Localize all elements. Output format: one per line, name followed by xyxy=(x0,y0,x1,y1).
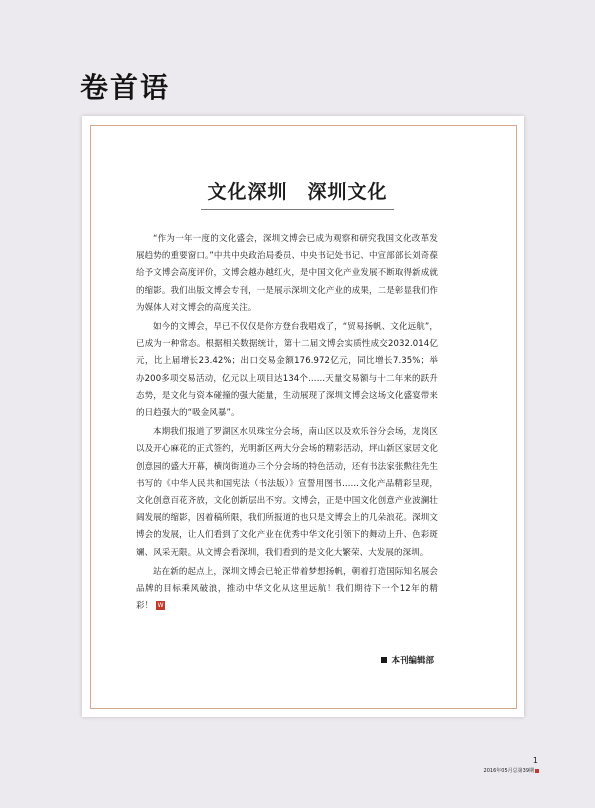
paragraph-1: “作为一年一度的文化盛会，深圳文博会已成为观察和研究我国文化改革发展趋势的重要窗口。”中共中央政治局委员、中央书记处书记、中宣部部长刘奇葆给予文博会高度评价，文博会越办越红火，是中国文化产业发展不断取得新成就的缩影。我们出版文博会专刊，一是展示深圳文化产业的成果，二是彰显我们作为媒体人对文博会的高度关注。 xyxy=(136,234,438,313)
paragraph-4 xyxy=(136,564,438,616)
issue-info-text: 2016年05月总第39期 xyxy=(483,768,534,774)
paragraph-4-text: 站在新的起点上，深圳文博会已轮正带着梦想扬帆，朝着打造国际知名展会品牌的目标乘风破浪，推动中华文化从这里远航！我们期待下一个12年的精彩！ xyxy=(136,566,438,612)
end-mark-icon: W xyxy=(157,602,164,610)
paragraph-2: 如今的文博会，早已不仅仅是你方登台我唱戏了，“贸易扬帆、文化远航”，已成为一种常态。根据相关数据统计，第十二届文博会实质性成交2032.014亿元，比上届增长23.42%；出口交易金额176.972亿元，同比增长7.35%；举办200多项交易活动，亿元以上项目达134个……天量交易额与十二年来的跃升态势，是文化与资本碰撞的强大能量，生动展现了深圳文博会这场文化盛宴带来的日趋强大的“吸金风暴”。 xyxy=(136,322,438,419)
issue-info xyxy=(484,767,539,774)
page-number: 1 xyxy=(532,756,538,765)
page-heading: 卷首语 xyxy=(80,71,171,104)
article-body xyxy=(136,231,438,617)
article-title-wrapper xyxy=(0,176,595,210)
issue-mark-icon xyxy=(535,769,539,773)
paragraph-3: 本期我们报道了罗湖区水贝珠宝分会场，南山区以及欢乐谷分会场，龙岗区以及开心麻花的正式签约，光明新区两大分会场的精彩活动，坪山新区家居文化创意园的盛大开幕，横岗街道办三个分会场的特色活动，还有书法家张勲往先生书写的《中华人民共和国宪法（书法版）》宣誓用图书……文化产品精彩呈现，文化创意百花齐放，文化创新层出不穷。文博会，正是中国文化创意产业波澜壮阔发展的缩影，因着稿所限，我们所报道的也只是文博会上的几朵浪花。深圳文博会的发展，让人们看到了文化产业在优秀中华文化引领下的舞动上升、色彩斑斓、风采无限。从文博会看深圳，我们看到的是文化大繁荣、大发展的深圳。 xyxy=(136,427,438,558)
signature-text: 本刊编辑部 xyxy=(391,656,434,666)
square-bullet-icon xyxy=(381,657,387,663)
article-title: 文化深圳 深圳文化 xyxy=(201,182,393,210)
signature xyxy=(300,654,434,666)
